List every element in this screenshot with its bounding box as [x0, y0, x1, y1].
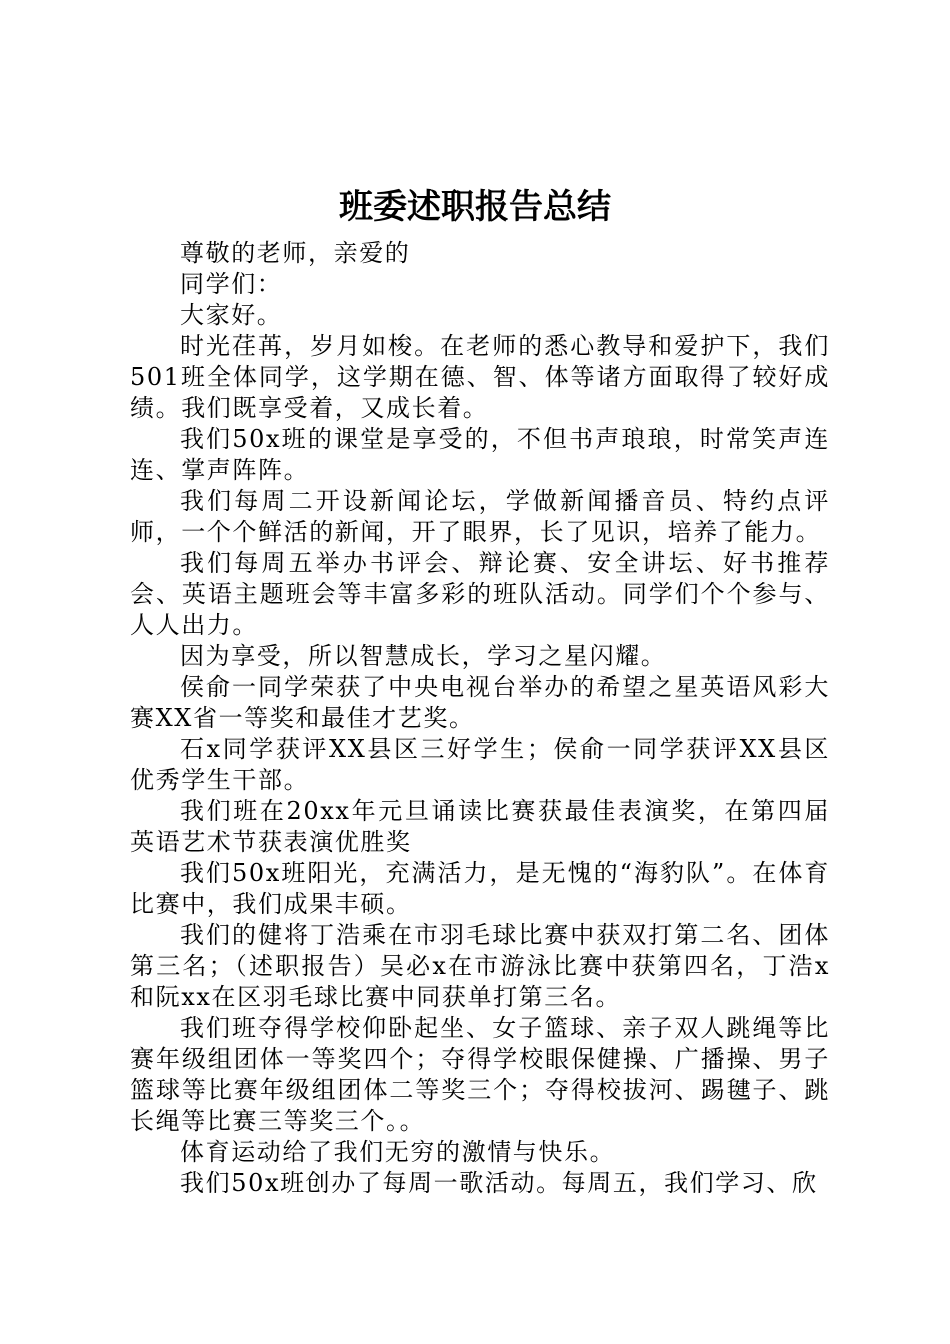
paragraph: 时光荏苒，岁月如梭。在老师的悉心教导和爱护下，我们501班全体同学，这学期在德、智、体等诸方面取得了较好成绩。我们既享受着，又成长着。	[130, 332, 830, 422]
paragraph: 体育运动给了我们无穷的激情与快乐。	[180, 1138, 616, 1166]
paragraph: 我们每周五举办书评会、辩论赛、安全讲坛、好书推荐会、英语主题班会等丰富多彩的班队活动。同学们个个参与、人人出力。	[130, 549, 830, 639]
paragraph: 我们班夺得学校仰卧起坐、女子篮球、亲子双人跳绳等比赛年级组团体一等奖四个；夺得学校眼保健操、广播操、男子篮球等比赛年级组团体二等奖三个；夺得校拔河、踢毽子、跳长绳等比赛三等奖三个。。	[130, 1014, 830, 1135]
document-title: 班委述职报告总结	[339, 187, 611, 227]
paragraph: 侯俞一同学荣获了中央电视台举办的希望之星英语风彩大赛XX省一等奖和最佳才艺奖。	[130, 673, 830, 732]
document-body	[130, 238, 830, 1199]
paragraph: 我们50x班的课堂是享受的，不但书声琅琅，时常笑声连连、掌声阵阵。	[130, 425, 830, 484]
paragraph: 石x同学获评XX县区三好学生；侯俞一同学获评XX县区优秀学生干部。	[130, 735, 830, 794]
paragraph-salutation: 同学们：	[180, 270, 283, 298]
paragraph: 我们每周二开设新闻论坛，学做新闻播音员、特约点评师，一个个鲜活的新闻，开了眼界，长了见识，培养了能力。	[130, 487, 830, 546]
paragraph: 因为享受，所以智慧成长，学习之星闪耀。	[180, 642, 667, 670]
paragraph: 我们50x班阳光，充满活力，是无愧的“海豹队”。在体育比赛中，我们成果丰硕。	[130, 859, 830, 918]
paragraph: 我们班在20xx年元旦诵读比赛获最佳表演奖，在第四届英语艺术节获表演优胜奖	[130, 797, 830, 856]
paragraph: 我们的健将丁浩乘在市羽毛球比赛中获双打第二名、团体第三名；（述职报告）吴必x在市游泳比赛中获第四名，丁浩x和阮xx在区羽毛球比赛中同获单打第三名。	[130, 921, 830, 1011]
paragraph-hello: 大家好。	[180, 301, 283, 329]
paragraph-greeting: 尊敬的老师，亲爱的	[180, 239, 411, 267]
paragraph: 我们50x班创办了每周一歌活动。每周五，我们学习、欣	[180, 1169, 818, 1197]
